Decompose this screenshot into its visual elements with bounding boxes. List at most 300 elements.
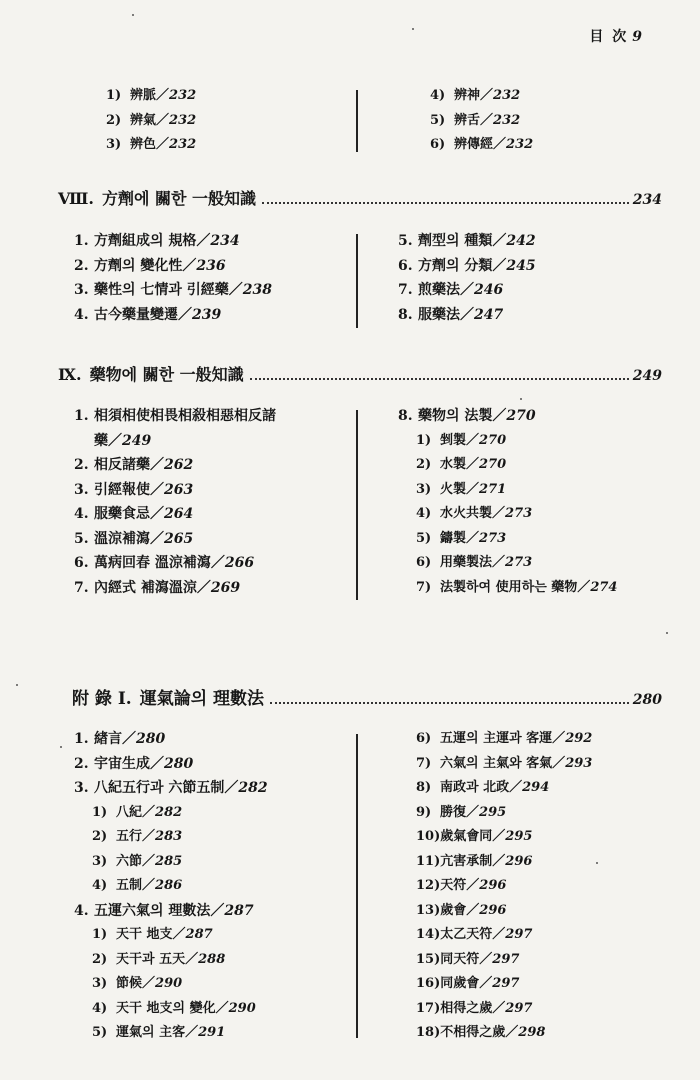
entry-page: 232 <box>493 88 521 103</box>
entry-title: 法製하여 使用하는 藥物 <box>440 579 578 595</box>
entry-separator: ／ <box>182 257 197 274</box>
toc-entry <box>74 453 276 478</box>
entry-title: 服藥食忌 <box>94 506 150 522</box>
entry-title: 同天符 <box>440 951 480 967</box>
entry-page: 297 <box>505 1000 533 1016</box>
entry-title: 內經式 補瀉溫涼 <box>94 579 197 596</box>
entry-separator: ／ <box>466 878 480 893</box>
entry-title: 水火共製 <box>440 506 493 521</box>
entry-title: 五運의 主運과 客運 <box>440 731 553 746</box>
section-title-text: 運氣論의 理數法 <box>139 689 265 709</box>
entry-number: 3) <box>92 853 108 869</box>
entry-title: 五制 <box>116 878 143 893</box>
toc-entry <box>74 278 272 303</box>
entry-page: 238 <box>242 282 273 298</box>
toc-entry <box>74 801 268 826</box>
entry-separator: ／ <box>492 555 506 570</box>
entry-title: 八紀 <box>116 804 143 820</box>
entry-number: 5) <box>416 530 432 546</box>
entry-page: 295 <box>479 804 507 820</box>
entry-separator: ／ <box>156 112 170 128</box>
entry-title: 六氣의 主氣와 客氣 <box>440 755 553 771</box>
entry-page: 263 <box>164 481 194 498</box>
entry-separator: ／ <box>480 88 494 103</box>
toc-entry <box>74 923 268 948</box>
toc-entry <box>398 727 592 752</box>
toc-entry <box>74 229 272 254</box>
toc-entry <box>398 923 592 948</box>
entry-number: 1. <box>74 233 89 249</box>
page-header <box>589 26 644 46</box>
entry-separator: ／ <box>122 731 136 747</box>
entry-page: 232 <box>169 137 197 152</box>
entry-title: 天干 地支 <box>116 927 173 942</box>
entry-page: 297 <box>505 927 533 942</box>
toc-entry <box>74 899 268 924</box>
block0-left-column <box>88 84 196 158</box>
entry-number: 12) <box>416 878 441 893</box>
toc-entry <box>74 776 268 801</box>
entry-title: 辨傳經 <box>454 137 494 152</box>
entry-separator: ／ <box>466 457 480 472</box>
toc-entry <box>74 727 268 752</box>
entry-number: 10) <box>416 829 441 844</box>
entry-number: 4. <box>74 506 89 522</box>
entry-separator: ／ <box>492 829 506 844</box>
entry-number: 15) <box>416 951 441 967</box>
entry-page: 262 <box>164 457 194 473</box>
entry-page: 291 <box>198 1025 226 1040</box>
entry-title: 煎藥法 <box>418 282 460 298</box>
entry-page: 232 <box>169 88 197 103</box>
entry-number: 8. <box>398 306 413 323</box>
entry-page: 273 <box>505 555 533 570</box>
entry-page: 287 <box>224 902 254 919</box>
entry-separator: ／ <box>210 555 225 571</box>
toc-entry <box>412 84 533 109</box>
entry-number: 3. <box>74 481 89 498</box>
entry-separator: ／ <box>185 1025 199 1040</box>
entry-number: 9) <box>416 804 432 820</box>
toc-entry <box>398 997 592 1022</box>
entry-number: 5. <box>74 530 89 547</box>
entry-title: 相得之歲 <box>440 1000 493 1016</box>
section-title-text: 藥物에 關한 一般知識 <box>89 365 244 384</box>
toc-entry <box>412 133 533 158</box>
entry-page: 265 <box>164 530 194 547</box>
entry-page: 294 <box>522 780 550 795</box>
entry-number: 1. <box>74 731 89 747</box>
entry-separator: ／ <box>228 282 243 298</box>
entry-separator: ／ <box>150 755 164 772</box>
entry-title: 天干과 五天 <box>116 951 186 967</box>
section8-left-column <box>74 229 272 327</box>
entry-title: 古今藥量變遷 <box>94 306 178 323</box>
entry-title: 天符 <box>440 878 467 893</box>
toc-entry <box>398 254 536 279</box>
toc-entry <box>74 527 276 552</box>
entry-page: 242 <box>506 233 536 249</box>
entry-number: 14) <box>416 927 441 942</box>
entry-separator: ／ <box>142 976 156 991</box>
entry-title: 劑型의 種類 <box>418 233 493 249</box>
entry-page: 290 <box>155 976 183 991</box>
entry-title: 引經報使 <box>94 481 150 498</box>
toc-entry <box>74 997 268 1022</box>
entry-title: 勝復 <box>440 804 467 820</box>
entry-page: 239 <box>192 306 222 323</box>
entry-page: 247 <box>474 306 504 323</box>
toc-entry <box>398 278 536 303</box>
column-divider <box>356 410 358 600</box>
entry-separator: ／ <box>196 579 211 596</box>
entry-page: 282 <box>155 804 183 820</box>
toc-entry <box>74 429 276 454</box>
section-number: 附 錄 Ⅰ. <box>72 689 132 709</box>
entry-page: 295 <box>505 829 533 844</box>
entry-page: 270 <box>506 408 536 424</box>
entry-separator: ／ <box>210 902 225 919</box>
entry-number: 4) <box>430 88 446 103</box>
entry-separator: ／ <box>108 432 122 449</box>
entry-title: 五運六氣의 理數法 <box>94 902 211 919</box>
entry-page: 264 <box>164 506 194 522</box>
toc-entry <box>398 527 617 552</box>
entry-number: 7. <box>74 579 89 596</box>
entry-page: 282 <box>238 780 268 796</box>
toc-entry <box>398 1021 592 1046</box>
toc-entry <box>74 404 276 429</box>
entry-title: 水製 <box>440 457 467 472</box>
toc-entry <box>398 576 617 601</box>
entry-number: 7. <box>398 282 413 298</box>
entry-separator: ／ <box>552 731 566 746</box>
entry-separator: ／ <box>493 137 507 152</box>
page-number: 9 <box>632 29 644 45</box>
toc-entry <box>74 948 268 973</box>
entry-separator: ／ <box>142 829 156 844</box>
section-8-heading <box>58 186 662 209</box>
entry-page: 271 <box>479 481 507 497</box>
dot-leader <box>262 202 629 204</box>
toc-entry <box>74 874 268 899</box>
entry-number: 1) <box>416 432 432 448</box>
entry-number: 3. <box>74 282 89 298</box>
entry-number: 3) <box>106 137 122 152</box>
entry-title: 亢害承制 <box>440 853 493 869</box>
entry-number: 3. <box>74 780 89 796</box>
entry-page: 232 <box>169 112 197 128</box>
entry-separator: ／ <box>460 282 474 298</box>
entry-number: 4) <box>92 878 108 893</box>
entry-number: 6. <box>398 257 413 274</box>
entry-title: 歲會 <box>440 902 467 918</box>
toc-entry <box>398 801 592 826</box>
entry-title: 六節 <box>116 853 143 869</box>
entry-title: 天干 地支의 變化 <box>116 1000 216 1016</box>
entry-number: 6) <box>430 137 446 152</box>
entry-number: 1) <box>92 804 108 820</box>
entry-title: 剉製 <box>440 432 467 448</box>
toc-entry <box>398 229 536 254</box>
entry-page: 292 <box>565 731 593 746</box>
entry-separator: ／ <box>215 1000 229 1016</box>
entry-title: 辨神 <box>454 88 481 103</box>
entry-page: 290 <box>228 1000 256 1016</box>
section-title-text: 方劑에 關한 一般知識 <box>101 189 257 208</box>
entry-separator: ／ <box>466 530 480 546</box>
toc-entry <box>74 1021 268 1046</box>
toc-entry <box>74 303 272 328</box>
entry-number: 6. <box>74 555 89 571</box>
entry-title: 同歲會 <box>440 976 480 991</box>
toc-entry <box>88 84 196 109</box>
toc-entry <box>398 404 617 429</box>
entry-title: 辨色 <box>130 137 157 152</box>
section-number: Ⅸ. <box>58 365 82 384</box>
entry-page: 288 <box>198 951 226 967</box>
entry-page: 280 <box>164 755 194 772</box>
entry-separator: ／ <box>150 530 164 547</box>
entry-title: 萬病回春 溫涼補瀉 <box>94 555 211 571</box>
scan-speck <box>16 684 18 686</box>
entry-separator: ／ <box>492 233 507 249</box>
entry-number: 1) <box>92 927 108 942</box>
entry-title: 辨舌 <box>454 112 481 128</box>
entry-title: 藥物의 法製 <box>418 408 493 424</box>
entry-separator: ／ <box>492 408 507 424</box>
section-page: 234 <box>632 192 662 208</box>
entry-title: 緖言 <box>94 731 122 747</box>
section-page: 249 <box>632 368 662 384</box>
entry-number: 3) <box>92 976 108 991</box>
entry-number: 7) <box>416 755 432 771</box>
toc-entry <box>88 109 196 134</box>
toc-entry <box>398 453 617 478</box>
entry-page: 270 <box>479 432 507 448</box>
entry-separator: ／ <box>150 481 164 498</box>
scan-speck <box>132 14 134 16</box>
entry-number: 7) <box>416 579 432 595</box>
toc-entry <box>74 478 276 503</box>
entry-page: 245 <box>506 257 536 274</box>
entry-title: 鑄製 <box>440 530 467 546</box>
section9-left-column <box>74 404 276 600</box>
section8-right-column <box>398 229 536 327</box>
entry-number: 6) <box>416 731 432 746</box>
entry-title: 運氣의 主客 <box>116 1025 186 1040</box>
entry-number: 8. <box>398 408 413 424</box>
entry-page: 280 <box>136 731 166 747</box>
entry-page: 285 <box>155 853 183 869</box>
entry-separator: ／ <box>156 88 170 103</box>
entry-separator: ／ <box>172 927 186 942</box>
toc-entry <box>398 850 592 875</box>
entry-title: 辨脈 <box>130 88 157 103</box>
scan-speck <box>520 398 522 400</box>
entry-number: 2. <box>74 457 89 473</box>
appendix1-left-column <box>74 727 268 1046</box>
scan-speck <box>60 746 62 748</box>
entry-separator: ／ <box>466 481 480 497</box>
entry-title: 方劑組成의 規格 <box>94 233 197 249</box>
toc-entry <box>398 429 617 454</box>
toc-entry <box>398 478 617 503</box>
toc-entry <box>74 752 268 777</box>
entry-number: 5) <box>92 1025 108 1040</box>
entry-separator: ／ <box>150 506 164 522</box>
entry-page: 236 <box>196 257 226 274</box>
toc-entry <box>398 752 592 777</box>
entry-number: 2) <box>106 112 122 128</box>
entry-separator: ／ <box>492 257 507 274</box>
entry-number: 1. <box>74 408 89 424</box>
entry-title: 服藥法 <box>418 306 460 323</box>
toc-entry <box>74 551 276 576</box>
entry-page: 273 <box>505 506 533 521</box>
entry-number: 13) <box>416 902 441 918</box>
entry-title: 節候 <box>116 976 143 991</box>
entry-separator: ／ <box>142 804 156 820</box>
entry-separator: ／ <box>492 853 506 869</box>
entry-number: 11) <box>416 853 441 869</box>
toc-entry <box>74 825 268 850</box>
column-divider <box>356 734 358 1038</box>
section-page: 280 <box>632 692 662 708</box>
entry-separator: ／ <box>509 780 523 795</box>
entry-title: 太乙天符 <box>440 927 493 942</box>
toc-entry <box>398 948 592 973</box>
entry-page: 246 <box>474 282 504 298</box>
section-number: Ⅷ. <box>58 189 94 208</box>
entry-number: 16) <box>416 976 441 991</box>
entry-separator: ／ <box>150 457 164 473</box>
entry-page: 297 <box>492 976 520 991</box>
entry-page: 274 <box>590 579 618 595</box>
entry-number: 4. <box>74 902 89 919</box>
entry-page: 273 <box>479 530 507 546</box>
entry-number: 5) <box>430 112 446 128</box>
entry-title: 五行 <box>116 829 143 844</box>
entry-separator: ／ <box>505 1025 519 1040</box>
entry-page: 296 <box>479 902 507 918</box>
entry-title: 南政과 北政 <box>440 780 510 795</box>
entry-page: 296 <box>505 853 533 869</box>
column-divider <box>356 90 358 152</box>
entry-title: 火製 <box>440 481 467 497</box>
entry-page: 269 <box>210 579 241 596</box>
entry-separator: ／ <box>466 902 480 918</box>
toc-entry <box>74 850 268 875</box>
entry-number: 3) <box>416 481 432 497</box>
entry-number: 18) <box>416 1025 441 1040</box>
entry-separator: ／ <box>479 951 493 967</box>
scan-speck <box>666 632 668 634</box>
entry-title: 歲氣會同 <box>440 829 493 844</box>
section9-right-column <box>398 404 617 600</box>
entry-number: 17) <box>416 1000 441 1016</box>
entry-number: 1) <box>106 88 122 103</box>
header-title: 目 次 <box>589 29 629 45</box>
entry-separator: ／ <box>492 1000 506 1016</box>
toc-entry <box>398 825 592 850</box>
entry-page: 286 <box>155 878 183 893</box>
entry-title: 相反諸藥 <box>94 457 150 473</box>
entry-number: 5. <box>398 233 413 249</box>
entry-number: 2) <box>92 951 108 967</box>
entry-title: 八紀五行과 六節五制 <box>94 780 225 796</box>
entry-title: 藥 <box>94 432 108 449</box>
entry-title: 方劑의 變化性 <box>94 257 183 274</box>
section-9-heading <box>58 362 662 385</box>
entry-number: 4) <box>92 1000 108 1016</box>
toc-entry <box>74 254 272 279</box>
toc-entry <box>74 972 268 997</box>
toc-entry <box>398 551 617 576</box>
entry-number: 2. <box>74 755 89 772</box>
entry-title: 方劑의 分類 <box>418 257 493 274</box>
entry-page: 232 <box>493 112 521 128</box>
entry-number: 2) <box>92 829 108 844</box>
entry-page: 234 <box>210 233 240 249</box>
entry-separator: ／ <box>142 853 156 869</box>
entry-separator: ／ <box>552 755 566 771</box>
entry-separator: ／ <box>466 432 480 448</box>
entry-page: 232 <box>506 137 534 152</box>
toc-entry <box>398 899 592 924</box>
entry-title: 溫涼補瀉 <box>94 530 150 547</box>
entry-separator: ／ <box>492 927 506 942</box>
entry-separator: ／ <box>224 780 239 796</box>
entry-page: 297 <box>492 951 520 967</box>
entry-page: 266 <box>224 555 255 571</box>
toc-entry <box>398 776 592 801</box>
entry-number: 2. <box>74 257 89 274</box>
entry-page: 287 <box>185 927 213 942</box>
column-divider <box>356 234 358 328</box>
entry-separator: ／ <box>156 137 170 152</box>
entry-page: 270 <box>479 457 507 472</box>
entry-separator: ／ <box>479 976 493 991</box>
entry-page: 293 <box>565 755 593 771</box>
entry-number: 2) <box>416 457 432 472</box>
entry-number: 8) <box>416 780 432 795</box>
dot-leader <box>250 378 629 380</box>
toc-entry <box>398 972 592 997</box>
entry-separator: ／ <box>577 579 591 595</box>
toc-entry <box>412 109 533 134</box>
entry-separator: ／ <box>178 306 192 323</box>
entry-page: 298 <box>518 1025 546 1040</box>
entry-page: 283 <box>155 829 183 844</box>
dot-leader <box>270 702 629 704</box>
entry-separator: ／ <box>466 804 480 820</box>
toc-entry <box>398 303 536 328</box>
entry-title: 藥性의 七情과 引經藥 <box>94 282 229 298</box>
entry-separator: ／ <box>142 878 156 893</box>
appendix-1-heading <box>72 684 662 709</box>
entry-separator: ／ <box>480 112 494 128</box>
entry-separator: ／ <box>196 233 211 249</box>
entry-separator: ／ <box>185 951 199 967</box>
scan-speck <box>596 862 598 864</box>
toc-entry <box>398 502 617 527</box>
toc-entry <box>74 502 276 527</box>
entry-title: 宇宙生成 <box>94 755 150 772</box>
entry-separator: ／ <box>460 306 474 323</box>
entry-title: 相須相使相畏相殺相惡相反諸 <box>94 408 276 424</box>
toc-entry <box>74 576 276 601</box>
